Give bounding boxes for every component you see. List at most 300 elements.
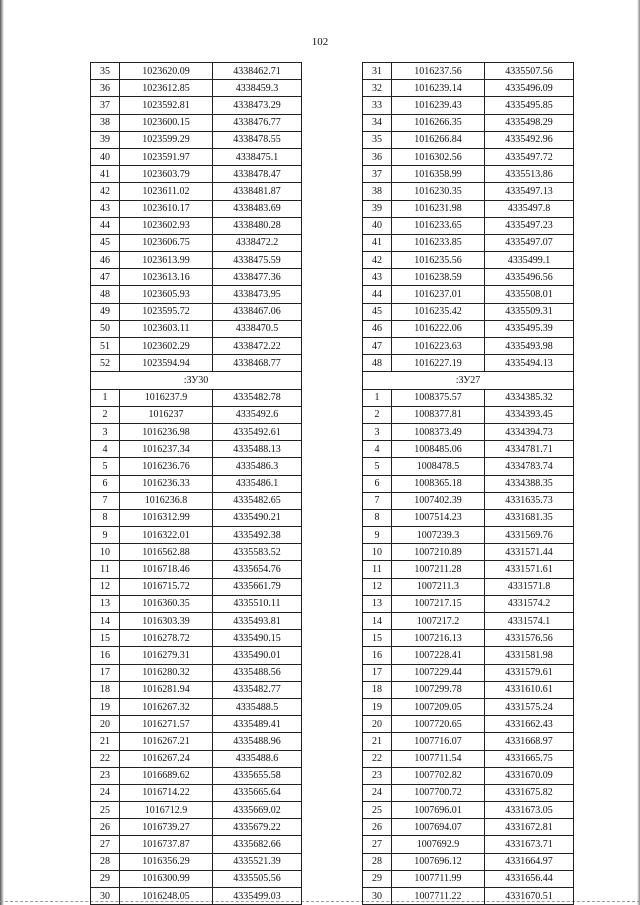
x-coordinate-cell: 1007211.28: [392, 561, 485, 578]
x-coordinate-cell: 1016266.35: [392, 114, 485, 131]
point-number-cell: 52: [91, 355, 120, 372]
table-row: [91, 750, 302, 767]
x-coordinate-cell: 1007209.05: [392, 698, 485, 715]
y-coordinate-cell: 4338470.5: [213, 320, 302, 337]
point-number-cell: 50: [91, 320, 120, 337]
y-coordinate-cell: 4338480.28: [213, 217, 302, 234]
table-row: [91, 423, 302, 440]
point-number-cell: 23: [91, 767, 120, 784]
y-coordinate-cell: 4335486.3: [213, 458, 302, 475]
point-number-cell: 47: [91, 269, 120, 286]
section-header-row: [91, 372, 302, 389]
x-coordinate-cell: 1016739.27: [120, 819, 213, 836]
y-coordinate-cell: 4331571.61: [485, 561, 574, 578]
table-row: [363, 183, 574, 200]
table-row: [363, 355, 574, 372]
x-coordinate-cell: 1016714.22: [120, 784, 213, 801]
table-row: [363, 870, 574, 887]
table-row: [91, 561, 302, 578]
y-coordinate-cell: 4335488.56: [213, 664, 302, 681]
x-coordinate-cell: 1016237.56: [392, 63, 485, 80]
point-number-cell: 22: [363, 750, 392, 767]
point-number-cell: 37: [91, 97, 120, 114]
y-coordinate-cell: 4338481.87: [213, 183, 302, 200]
table-row: [91, 355, 302, 372]
y-coordinate-cell: 4335490.01: [213, 647, 302, 664]
x-coordinate-cell: 1007716.07: [392, 733, 485, 750]
y-coordinate-cell: 4338462.71: [213, 63, 302, 80]
y-coordinate-cell: 4335682.66: [213, 836, 302, 853]
x-coordinate-cell: 1023591.97: [120, 148, 213, 165]
table-row: [91, 406, 302, 423]
x-coordinate-cell: 1016230.35: [392, 183, 485, 200]
x-coordinate-cell: 1016360.35: [120, 595, 213, 612]
point-number-cell: 46: [363, 320, 392, 337]
y-coordinate-cell: 4338472.22: [213, 338, 302, 355]
y-coordinate-cell: 4335583.52: [213, 544, 302, 561]
y-coordinate-cell: 4338459.3: [213, 80, 302, 97]
y-coordinate-cell: 4334385.32: [485, 389, 574, 406]
point-number-cell: 20: [363, 716, 392, 733]
point-number-cell: 5: [91, 458, 120, 475]
x-coordinate-cell: 1016233.65: [392, 217, 485, 234]
y-coordinate-cell: 4338467.06: [213, 303, 302, 320]
x-coordinate-cell: 1007402.39: [392, 492, 485, 509]
y-coordinate-cell: 4331668.97: [485, 733, 574, 750]
table-row: [91, 802, 302, 819]
table-row: [91, 544, 302, 561]
table-row: [363, 492, 574, 509]
y-coordinate-cell: 4335488.5: [213, 698, 302, 715]
x-coordinate-cell: 1007696.12: [392, 853, 485, 870]
y-coordinate-cell: 4335507.56: [485, 63, 574, 80]
x-coordinate-cell: 1016236.98: [120, 423, 213, 440]
table-row: [363, 234, 574, 251]
y-coordinate-cell: 4335496.09: [485, 80, 574, 97]
table-row: [363, 784, 574, 801]
table-row: [91, 338, 302, 355]
x-coordinate-cell: 1016237: [120, 406, 213, 423]
table-row: [363, 441, 574, 458]
table-row: [363, 527, 574, 544]
point-number-cell: 45: [91, 234, 120, 251]
y-coordinate-cell: 4335482.77: [213, 681, 302, 698]
table-row: [363, 148, 574, 165]
y-coordinate-cell: 4334781.71: [485, 441, 574, 458]
point-number-cell: 40: [91, 148, 120, 165]
table-row: [363, 252, 574, 269]
table-row: [91, 252, 302, 269]
point-number-cell: 27: [363, 836, 392, 853]
y-coordinate-cell: 4338478.55: [213, 131, 302, 148]
x-coordinate-cell: 1023595.72: [120, 303, 213, 320]
x-coordinate-cell: 1008375.57: [392, 389, 485, 406]
table-row: [363, 406, 574, 423]
x-coordinate-cell: 1007696.01: [392, 802, 485, 819]
table-row: [91, 148, 302, 165]
point-number-cell: 19: [363, 698, 392, 715]
x-coordinate-cell: 1016231.98: [392, 200, 485, 217]
point-number-cell: 32: [363, 80, 392, 97]
y-coordinate-cell: 4335654.76: [213, 561, 302, 578]
point-number-cell: 8: [91, 509, 120, 526]
y-coordinate-cell: 4335499.03: [213, 888, 302, 905]
x-coordinate-cell: 1007211.3: [392, 578, 485, 595]
point-number-cell: 2: [363, 406, 392, 423]
y-coordinate-cell: 4335482.78: [213, 389, 302, 406]
x-coordinate-cell: 1016312.99: [120, 509, 213, 526]
y-coordinate-cell: 4335486.1: [213, 475, 302, 492]
x-coordinate-cell: 1016267.24: [120, 750, 213, 767]
table-row: [363, 664, 574, 681]
point-number-cell: 4: [91, 441, 120, 458]
point-number-cell: 41: [91, 166, 120, 183]
x-coordinate-cell: 1016267.21: [120, 733, 213, 750]
y-coordinate-cell: 4335492.6: [213, 406, 302, 423]
point-number-cell: 18: [91, 681, 120, 698]
y-coordinate-cell: 4335495.85: [485, 97, 574, 114]
point-number-cell: 31: [363, 63, 392, 80]
y-coordinate-cell: 4335493.98: [485, 338, 574, 355]
y-coordinate-cell: 4335661.79: [213, 578, 302, 595]
x-coordinate-cell: 1016279.31: [120, 647, 213, 664]
y-coordinate-cell: 4335497.23: [485, 217, 574, 234]
coordinates-table-right: [362, 62, 574, 905]
point-number-cell: 6: [91, 475, 120, 492]
x-coordinate-cell: 1016718.46: [120, 561, 213, 578]
point-number-cell: 43: [363, 269, 392, 286]
x-coordinate-cell: 1016227.19: [392, 355, 485, 372]
point-number-cell: 33: [363, 97, 392, 114]
table-row: [363, 578, 574, 595]
x-coordinate-cell: 1016222.06: [392, 320, 485, 337]
x-coordinate-cell: 1016239.14: [392, 80, 485, 97]
y-coordinate-cell: 4335497.13: [485, 183, 574, 200]
y-coordinate-cell: 4338468.77: [213, 355, 302, 372]
point-number-cell: 20: [91, 716, 120, 733]
point-number-cell: 8: [363, 509, 392, 526]
x-coordinate-cell: 1016322.01: [120, 527, 213, 544]
y-coordinate-cell: 4335490.15: [213, 630, 302, 647]
point-number-cell: 44: [363, 286, 392, 303]
table-row: [91, 131, 302, 148]
point-number-cell: 16: [91, 647, 120, 664]
table-row: [363, 423, 574, 440]
point-number-cell: 26: [363, 819, 392, 836]
table-row: [363, 544, 574, 561]
y-coordinate-cell: 4335497.8: [485, 200, 574, 217]
point-number-cell: 42: [363, 252, 392, 269]
y-coordinate-cell: 4331664.97: [485, 853, 574, 870]
table-row: [363, 613, 574, 630]
table-row: [91, 389, 302, 406]
x-coordinate-cell: 1007711.22: [392, 888, 485, 905]
point-number-cell: 17: [363, 664, 392, 681]
y-coordinate-cell: 4331675.82: [485, 784, 574, 801]
point-number-cell: 38: [363, 183, 392, 200]
point-number-cell: 13: [91, 595, 120, 612]
y-coordinate-cell: 4335488.6: [213, 750, 302, 767]
x-coordinate-cell: 1023603.79: [120, 166, 213, 183]
y-coordinate-cell: 4331574.1: [485, 613, 574, 630]
table-row: [91, 80, 302, 97]
point-number-cell: 3: [91, 423, 120, 440]
point-number-cell: 42: [91, 183, 120, 200]
y-coordinate-cell: 4335505.56: [213, 870, 302, 887]
table-row: [91, 853, 302, 870]
y-coordinate-cell: 4331569.76: [485, 527, 574, 544]
y-coordinate-cell: 4331673.71: [485, 836, 574, 853]
y-coordinate-cell: 4334388.35: [485, 475, 574, 492]
point-number-cell: 7: [363, 492, 392, 509]
y-coordinate-cell: 4335509.31: [485, 303, 574, 320]
point-number-cell: 15: [91, 630, 120, 647]
x-coordinate-cell: 1023594.94: [120, 355, 213, 372]
table-row: [91, 63, 302, 80]
table-row: [91, 784, 302, 801]
table-row: [91, 888, 302, 905]
table-row: [91, 698, 302, 715]
x-coordinate-cell: 1016248.05: [120, 888, 213, 905]
table-row: [363, 802, 574, 819]
x-coordinate-cell: 1016303.39: [120, 613, 213, 630]
point-number-cell: 14: [91, 613, 120, 630]
point-number-cell: 30: [363, 888, 392, 905]
point-number-cell: 21: [91, 733, 120, 750]
table-row: [363, 819, 574, 836]
point-number-cell: 39: [91, 131, 120, 148]
y-coordinate-cell: 4338476.77: [213, 114, 302, 131]
land-plot-label: :ЗУ30: [91, 372, 302, 389]
y-coordinate-cell: 4335497.07: [485, 234, 574, 251]
x-coordinate-cell: 1023620.09: [120, 63, 213, 80]
table-row: [91, 441, 302, 458]
x-coordinate-cell: 1016300.99: [120, 870, 213, 887]
scan-edge-left: [0, 0, 4, 905]
y-coordinate-cell: 4331665.75: [485, 750, 574, 767]
x-coordinate-cell: 1016238.59: [392, 269, 485, 286]
y-coordinate-cell: 4335490.21: [213, 509, 302, 526]
y-coordinate-cell: 4335508.01: [485, 286, 574, 303]
coordinates-table-left-body: [91, 63, 302, 905]
point-number-cell: 35: [363, 131, 392, 148]
table-row: [91, 475, 302, 492]
x-coordinate-cell: 1007228.41: [392, 647, 485, 664]
y-coordinate-cell: 4335492.96: [485, 131, 574, 148]
point-number-cell: 26: [91, 819, 120, 836]
x-coordinate-cell: 1008373.49: [392, 423, 485, 440]
table-row: [363, 888, 574, 905]
y-coordinate-cell: 4331681.35: [485, 509, 574, 526]
y-coordinate-cell: 4335494.13: [485, 355, 574, 372]
x-coordinate-cell: 1023613.99: [120, 252, 213, 269]
point-number-cell: 36: [363, 148, 392, 165]
table-row: [363, 853, 574, 870]
x-coordinate-cell: 1007217.2: [392, 613, 485, 630]
table-row: [363, 114, 574, 131]
x-coordinate-cell: 1016281.94: [120, 681, 213, 698]
table-row: [91, 527, 302, 544]
y-coordinate-cell: 4335665.64: [213, 784, 302, 801]
point-number-cell: 24: [91, 784, 120, 801]
y-coordinate-cell: 4335492.61: [213, 423, 302, 440]
point-number-cell: 48: [91, 286, 120, 303]
table-row: [363, 458, 574, 475]
point-number-cell: 5: [363, 458, 392, 475]
x-coordinate-cell: 1023610.17: [120, 200, 213, 217]
table-row: [363, 200, 574, 217]
point-number-cell: 41: [363, 234, 392, 251]
x-coordinate-cell: 1016235.56: [392, 252, 485, 269]
x-coordinate-cell: 1023599.29: [120, 131, 213, 148]
table-row: [363, 217, 574, 234]
point-number-cell: 1: [363, 389, 392, 406]
table-row: [363, 767, 574, 784]
table-row: [91, 647, 302, 664]
point-number-cell: 47: [363, 338, 392, 355]
point-number-cell: 11: [363, 561, 392, 578]
point-number-cell: 24: [363, 784, 392, 801]
x-coordinate-cell: 1016737.87: [120, 836, 213, 853]
x-coordinate-cell: 1016689.62: [120, 767, 213, 784]
table-row: [363, 836, 574, 853]
point-number-cell: 48: [363, 355, 392, 372]
y-coordinate-cell: 4331670.51: [485, 888, 574, 905]
y-coordinate-cell: 4338473.95: [213, 286, 302, 303]
y-coordinate-cell: 4331610.61: [485, 681, 574, 698]
x-coordinate-cell: 1007514.23: [392, 509, 485, 526]
point-number-cell: 21: [363, 733, 392, 750]
y-coordinate-cell: 4335510.11: [213, 595, 302, 612]
x-coordinate-cell: 1008377.81: [392, 406, 485, 423]
point-number-cell: 27: [91, 836, 120, 853]
y-coordinate-cell: 4335488.13: [213, 441, 302, 458]
point-number-cell: 30: [91, 888, 120, 905]
point-number-cell: 23: [363, 767, 392, 784]
table-row: [91, 183, 302, 200]
table-row: [91, 578, 302, 595]
y-coordinate-cell: 4335493.81: [213, 613, 302, 630]
point-number-cell: 36: [91, 80, 120, 97]
y-coordinate-cell: 4331672.81: [485, 819, 574, 836]
x-coordinate-cell: 1023602.29: [120, 338, 213, 355]
point-number-cell: 49: [91, 303, 120, 320]
point-number-cell: 6: [363, 475, 392, 492]
table-row: [91, 217, 302, 234]
table-row: [363, 338, 574, 355]
point-number-cell: 16: [363, 647, 392, 664]
x-coordinate-cell: 1016715.72: [120, 578, 213, 595]
x-coordinate-cell: 1007216.13: [392, 630, 485, 647]
section-header-row: [363, 372, 574, 389]
x-coordinate-cell: 1023612.85: [120, 80, 213, 97]
x-coordinate-cell: 1016237.34: [120, 441, 213, 458]
x-coordinate-cell: 1007711.99: [392, 870, 485, 887]
point-number-cell: 15: [363, 630, 392, 647]
table-row: [91, 320, 302, 337]
table-row: [91, 200, 302, 217]
table-row: [363, 595, 574, 612]
y-coordinate-cell: 4331579.61: [485, 664, 574, 681]
x-coordinate-cell: 1016266.84: [392, 131, 485, 148]
x-coordinate-cell: 1007700.72: [392, 784, 485, 801]
point-number-cell: 11: [91, 561, 120, 578]
table-row: [363, 750, 574, 767]
y-coordinate-cell: 4334394.73: [485, 423, 574, 440]
x-coordinate-cell: 1016233.85: [392, 234, 485, 251]
table-row: [363, 561, 574, 578]
y-coordinate-cell: 4335495.39: [485, 320, 574, 337]
y-coordinate-cell: 4338475.1: [213, 148, 302, 165]
table-row: [363, 80, 574, 97]
point-number-cell: 43: [91, 200, 120, 217]
x-coordinate-cell: 1016280.32: [120, 664, 213, 681]
table-row: [363, 716, 574, 733]
table-row: [91, 836, 302, 853]
point-number-cell: 37: [363, 166, 392, 183]
table-row: [363, 63, 574, 80]
x-coordinate-cell: 1008365.18: [392, 475, 485, 492]
table-row: [91, 509, 302, 526]
table-row: [91, 819, 302, 836]
y-coordinate-cell: 4331576.56: [485, 630, 574, 647]
x-coordinate-cell: 1023592.81: [120, 97, 213, 114]
x-coordinate-cell: 1016237.01: [392, 286, 485, 303]
table-row: [91, 303, 302, 320]
x-coordinate-cell: 1007711.54: [392, 750, 485, 767]
y-coordinate-cell: 4335655.58: [213, 767, 302, 784]
table-row: [91, 630, 302, 647]
coordinates-table-right-body: [363, 63, 574, 905]
y-coordinate-cell: 4338472.2: [213, 234, 302, 251]
table-row: [363, 286, 574, 303]
x-coordinate-cell: 1023603.11: [120, 320, 213, 337]
y-coordinate-cell: 4335669.02: [213, 802, 302, 819]
x-coordinate-cell: 1007210.89: [392, 544, 485, 561]
x-coordinate-cell: 1007720.65: [392, 716, 485, 733]
y-coordinate-cell: 4335679.22: [213, 819, 302, 836]
x-coordinate-cell: 1016562.88: [120, 544, 213, 561]
table-row: [91, 613, 302, 630]
x-coordinate-cell: 1016237.9: [120, 389, 213, 406]
point-number-cell: 17: [91, 664, 120, 681]
table-row: [363, 647, 574, 664]
x-coordinate-cell: 1016278.72: [120, 630, 213, 647]
table-row: [91, 286, 302, 303]
point-number-cell: 10: [91, 544, 120, 561]
table-row: [91, 716, 302, 733]
point-number-cell: 38: [91, 114, 120, 131]
y-coordinate-cell: 4335482.65: [213, 492, 302, 509]
table-row: [91, 114, 302, 131]
table-row: [91, 595, 302, 612]
y-coordinate-cell: 4331571.8: [485, 578, 574, 595]
x-coordinate-cell: 1016236.76: [120, 458, 213, 475]
point-number-cell: 44: [91, 217, 120, 234]
point-number-cell: 35: [91, 63, 120, 80]
point-number-cell: 4: [363, 441, 392, 458]
x-coordinate-cell: 1007694.07: [392, 819, 485, 836]
y-coordinate-cell: 4335513.86: [485, 166, 574, 183]
table-row: [91, 458, 302, 475]
x-coordinate-cell: 1023605.93: [120, 286, 213, 303]
x-coordinate-cell: 1007299.78: [392, 681, 485, 698]
x-coordinate-cell: 1016356.29: [120, 853, 213, 870]
x-coordinate-cell: 1016236.33: [120, 475, 213, 492]
point-number-cell: 3: [363, 423, 392, 440]
point-number-cell: 14: [363, 613, 392, 630]
y-coordinate-cell: 4334783.74: [485, 458, 574, 475]
